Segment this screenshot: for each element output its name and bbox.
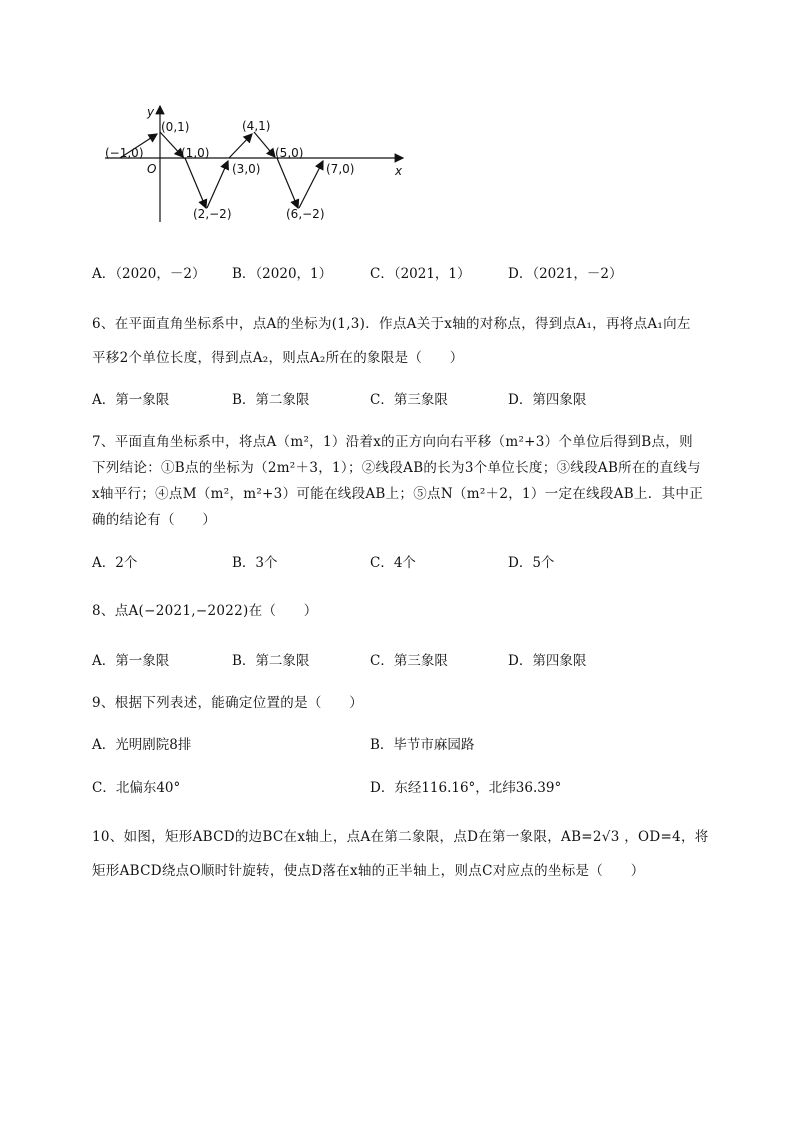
q7-stem-line1: 7、平面直角坐标系中，将点A（m²，1）沿着x的正方向向右平移（m²+3）个单位后得到B点，则 [92,434,693,450]
q8-stem: 8、点A(−2021,−2022)在（ ） [92,603,318,619]
q9-option-c[interactable]: C．北偏东40° [92,780,181,796]
point-label: (4,1) [242,119,271,133]
segment [185,158,206,208]
q5-option-d[interactable]: D．（2021，－2） [508,266,623,282]
point-label: (6,−2) [286,207,325,221]
q7-option-d[interactable]: D．5个 [508,555,555,571]
point-label: (7,0) [326,162,355,176]
q7-stem-line4: 确的结论有（ ） [92,512,217,528]
segment [254,132,275,157]
q8-option-d[interactable]: D．第四象限 [508,653,587,669]
zigzag-figure [95,100,415,230]
q10-stem-line1: 10、如图，矩形ABCD的边BC在x轴上，点A在第二象限，点D在第一象限，AB=2√3 ，OD=4，将 [92,829,709,845]
point-label: (1,0) [181,146,210,160]
q9-option-d[interactable]: D．东经116.16°，北纬36.39° [370,780,562,796]
q6-option-d[interactable]: D．第四象限 [508,392,587,408]
q5-option-a[interactable]: A．（2020，－2） [92,266,206,282]
q9-stem: 9、根据下列表述，能确定位置的是（ ） [92,695,364,711]
segment [299,161,323,208]
q8-option-a[interactable]: A．第一象限 [92,653,170,669]
point-label: (2,−2) [193,207,232,221]
segment [160,132,183,157]
segment [207,161,228,208]
q8-option-c[interactable]: C．第三象限 [370,653,448,669]
segment [229,134,252,158]
q7-stem-line3: x轴平行；④点M（m²，m²+3）可能在线段AB上；⑤点N（m²＋2，1）一定在线段AB上．其中正 [92,486,704,502]
segment [277,158,298,208]
q5-option-c[interactable]: C．（2021，1） [370,266,471,282]
q6-stem-line1: 6、在平面直角坐标系中，点A的坐标为(1,3)．作点A关于x轴的对称点，得到点A₁，再将点A₁向左 [92,316,691,332]
point-label: (−1,0) [105,146,144,160]
q7-option-a[interactable]: A．2个 [92,555,138,571]
point-label: (0,1) [161,120,190,134]
q10-stem-line2: 矩形ABCD绕点O顺时针旋转，使点D落在x轴的正半轴上，则点C对应点的坐标是（ ） [92,863,645,879]
q9-option-b[interactable]: B．毕节市麻园路 [370,737,475,753]
q6-option-b[interactable]: B．第二象限 [232,392,310,408]
y-axis-label: y [147,105,155,119]
q7-option-c[interactable]: C．4个 [370,555,416,571]
q7-option-b[interactable]: B．3个 [232,555,278,571]
point-label: (5,0) [275,146,304,160]
q5-option-b[interactable]: B．（2020，1） [232,266,333,282]
q6-stem-line2: 平移2个单位长度，得到点A₂，则点A₂所在的象限是（ ） [92,350,464,366]
q7-stem-line2: 下列结论：①B点的坐标为（2m²＋3，1）；②线段AB的长为3个单位长度；③线段AB所在的直线与 [92,460,701,476]
q9-option-a[interactable]: A．光明剧院8排 [92,737,192,753]
q6-option-c[interactable]: C．第三象限 [370,392,448,408]
x-axis-label: x [395,164,403,178]
origin-label: O [147,162,157,176]
q6-option-a[interactable]: A．第一象限 [92,392,170,408]
point-label: (3,0) [232,162,261,176]
q8-option-b[interactable]: B．第二象限 [232,653,310,669]
